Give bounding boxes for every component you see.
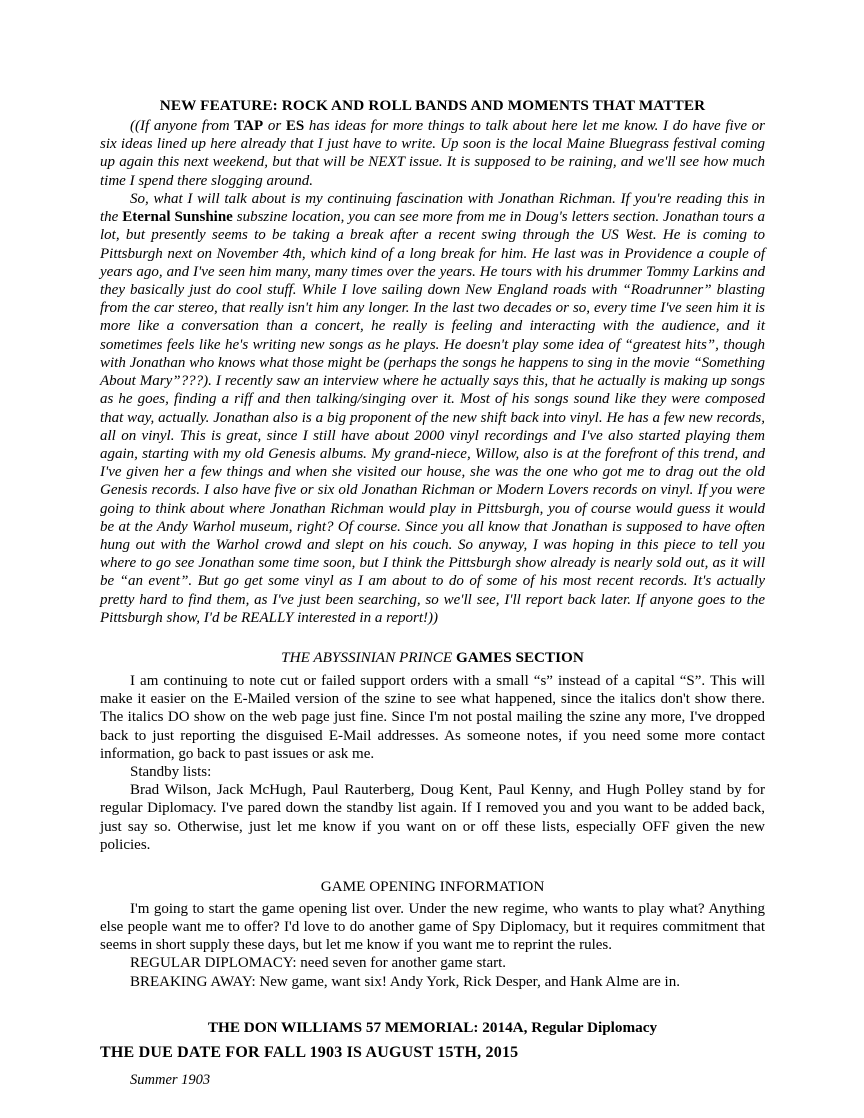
games-section-heading-italic: THE ABYSSINIAN PRINCE <box>281 649 453 667</box>
standby-lists-label: Standby lists: <box>130 763 212 780</box>
paragraph-richman-part-a: So, what I will talk about is my continuing fascination with Jonathan Richman. If you're reading this in the <box>100 190 765 226</box>
page-title: NEW FEATURE: ROCK AND ROLL BANDS AND MOMENTS THAT MATTER <box>159 97 706 114</box>
paragraph-intro-part-b: or <box>263 118 286 134</box>
line-breaking-away: BREAKING AWAY: New game, want six! Andy York, Rick Desper, and Hank Alme are in. <box>130 973 680 990</box>
games-section-heading-bold: GAMES SECTION <box>452 649 584 667</box>
paragraph-games-notes: I am continuing to note cut or failed support orders with a small “s” instead of a capital “S”. This will make it easier on the E-Mailed version of the szine to see what happened, since the italics don't show there. The italics DO show on the web page just fine. Since I'm not postal mailing the szine any more, I've dropped back to just reporting the disguised E-Mail addresses. As someone notes, if you need some more contact information, go back to past issues or ask me. <box>100 672 765 762</box>
games-section-heading <box>100 648 765 668</box>
bold-eternal-sunshine: Eternal Sunshine <box>122 209 233 226</box>
paragraph-intro-part-c: has ideas for more things to talk about here let me know. I do have five or six ideas lined up here already that I just have to write. Up soon is the local Maine Bluegrass festival coming up again this next weekend, but that will be NEXT issue. It is supposed to be raining, and we'll see how much time I spend there slogging around. <box>100 118 766 189</box>
paragraph-intro-part-a: ((If anyone from <box>130 118 235 134</box>
paragraph-game-opening: I'm going to start the game opening list over. Under the new regime, who wants to play what? Anything else people want me to offer? I'd love to do another game of Spy Diplomacy, but it requires commitment that seems in short supply these days, but let me know if you want me to reprint the rules. <box>100 900 765 954</box>
due-date-heading: THE DUE DATE FOR FALL 1903 IS AUGUST 15TH, 2015 <box>100 1043 519 1061</box>
bold-es: ES <box>285 118 305 134</box>
bold-tap: TAP <box>234 118 264 134</box>
text-column <box>100 96 765 1089</box>
line-regular-diplomacy: REGULAR DIPLOMACY: need seven for another game start. <box>130 955 507 972</box>
paragraph-richman-part-b: subszine location, you can see more from me in Doug's letters section. Jonathan tours a lot, but presently seems to be taking a break after a recent swing through the US West. He is coming to Pittsburgh next on November 4th, which kind of a long break for him. He last was in Providence a couple of years ago, and I've seen him many, many times over the years. He tours with his drummer Tommy Larkins and they basically just do cool stuff. While I love sailing down New England roads with “Roadrunner” blasting from the car stereo, that really isn't him any longer. In the last two decades or so, every time I've seen him it is more like a conversation than a concert, he really is feeling and interacting with the audience, and it sometimes feels like he's writing new songs as he plays. He doesn't play some idea of “greatest hits”, though with Jonathan who knows what those might be (perhaps the songs he happens to sing in the movie “Something About Mary”???). I recently saw an interview where he actually says this, that he actually is making up songs as he goes, finding a riff and then talking/singing over it. Most of his songs sound like they were composed that way, actually. Jonathan also is a big proponent of the new shift back into vinyl. He has a few new records, all on vinyl. This is great, since I still have about 2000 vinyl recordings and I've also started playing them again, starting with my old Genesis albums. My grand-niece, Willow, also is at the forefront of this trend, and I've given her a few things and when she visited our house, she was the one who got me to drag out the old Genesis records. I also have five or six old Jonathan Richman or Modern Lovers records on vinyl. If you were going to think about where Jonathan Richman would play in Pittsburgh, you of course would guess it would be at the Andy Warhol museum, right? Of course. Since you all know that Jonathan is supposed to have often hung out with the Warhol crowd and slept on his couch. So anyway, I was hoping in this piece to tell you where to go see Jonathan some time soon, but I think the Pittsburgh show already is nearly sold out, as it will be “an event”. But go get some vinyl as I am about to do of some of his most recent records. It's actually pretty hard to find them, as I've just been searching, so we'll see, I'll report back later. If anyone goes to the Pittsburgh show, I'd be REALLY interested in a report!)) <box>100 209 766 626</box>
memorial-heading: THE DON WILLIAMS 57 MEMORIAL: 2014A, Regular Diplomacy <box>207 1018 658 1036</box>
game-opening-heading: GAME OPENING INFORMATION <box>320 878 545 896</box>
paragraph-new-feature-intro <box>100 117 765 190</box>
season-label: Summer 1903 <box>130 1072 211 1089</box>
paragraph-jonathan-richman <box>100 190 765 627</box>
paragraph-standby-list: Brad Wilson, Jack McHugh, Paul Rauterberg, Doug Kent, Paul Kenny, and Hugh Polley stand by for regular Diplomacy. I've pared down the standby list again. If I removed you and you want to be added back, just say so. Otherwise, just let me know if you want on or off these lists, especially OFF given the new policies. <box>100 782 765 853</box>
